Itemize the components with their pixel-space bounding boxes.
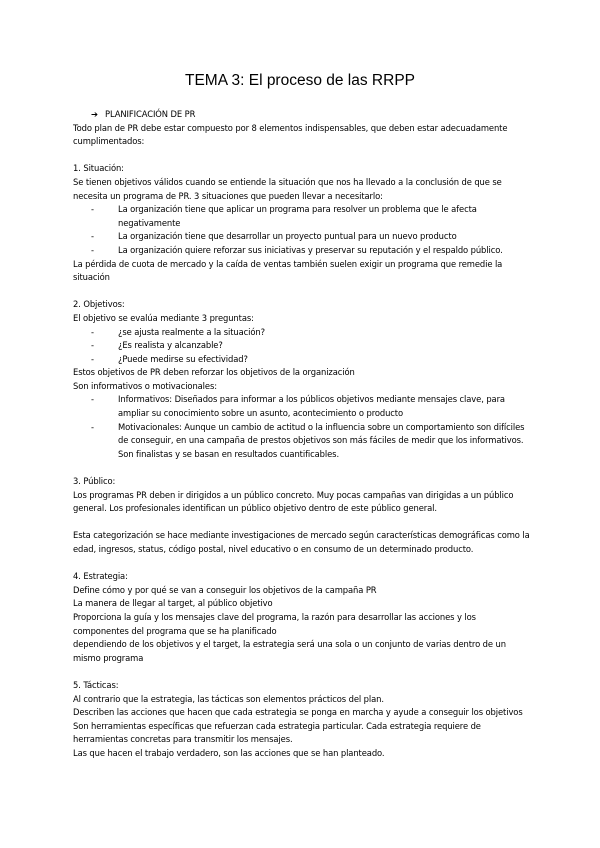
situacion-list: [73, 203, 533, 257]
dash-bullet: -: [91, 231, 94, 242]
estrategia-line: Proporciona la guía y los mensajes clave del programa, la razón para desarrollar las acciones y los componentes del programa que se ha planificado: [73, 611, 476, 636]
list-item: - La organización tiene que aplicar un programa para resolver un problema que le afecta negativamente: [73, 203, 533, 230]
estrategia-line: Define cómo y por qué se van a conseguir los objetivos de la campaña PR: [73, 584, 377, 595]
planning-heading-line: [73, 108, 533, 122]
section-heading-situacion: 1. Situación:: [73, 163, 124, 174]
dash-bullet: -: [91, 353, 94, 364]
tacticas-line: Describen las acciones que hacen que cada estrategia se ponga en marcha y ayude a conseguir los objetivos: [73, 707, 523, 718]
dash-bullet: -: [91, 394, 94, 405]
dash-bullet: -: [91, 326, 94, 337]
objetivos-after-1: Estos objetivos de PR deben reforzar los objetivos de la organización: [73, 367, 355, 378]
intro-paragraph: Todo plan de PR debe estar compuesto por 8 elementos indispensables, que deben estar adecuadamente cumplimentados:: [73, 122, 508, 147]
list-item: - ¿se ajusta realmente a la situación?: [73, 326, 533, 340]
section-heading-tacticas: 5. Tácticas:: [73, 679, 119, 690]
publico-text-1: Los programas PR deben ir dirigidos a un público concreto. Muy pocas campañas van dirigidas a un público general. Los profesionales identifican un público objetivo dentro de este público general.: [73, 489, 514, 514]
list-item: - Motivacionales: Aunque un cambio de actitud o la influencia sobre un comportamiento son difíciles de conseguir, en una campaña de prestos objetivos son más fáciles de medir que los informativos. Son finalistas y se basan en resultados cuantificables.: [73, 421, 533, 462]
estrategia-line: dependiendo de los objetivos y el target, la estrategia será una sola o un conjunto de varias dentro de un mismo programa: [73, 639, 506, 663]
dash-bullet: -: [91, 340, 94, 351]
list-item: - ¿Puede medirse su efectividad?: [73, 353, 533, 367]
list-item: - ¿Es realista y alcanzable?: [73, 339, 533, 353]
objetivos-after-2: Son informativos o motivacionales:: [73, 380, 217, 391]
dash-bullet: -: [91, 421, 94, 432]
section-heading-publico: 3. Público:: [73, 476, 116, 487]
objetivos-text: El objetivo se evalúa mediante 3 preguntas:: [73, 312, 254, 323]
tacticas-line: Al contrario que la estrategia, las tácticas son elementos prácticos del plan.: [73, 693, 384, 704]
tacticas-line: Son herramientas específicas que refuerzan cada estrategia particular. Cada estrategia requiere de herramientas concretas para transmitir los mensajes.: [73, 720, 481, 745]
objetivos-questions: [73, 326, 533, 367]
dash-bullet: -: [91, 204, 94, 215]
situacion-text: Se tienen objetivos válidos cuando se entiende la situación que nos ha llevado a la conclusión de que se necesita un programa de PR. 3 situaciones que pueden llevar a necesitarlo:: [73, 176, 502, 201]
section-heading-objetivos: 2. Objetivos:: [73, 299, 125, 310]
document-body: [73, 108, 533, 761]
page-title: TEMA 3: El proceso de las RRPP: [184, 72, 415, 89]
list-item: - La organización tiene que desarrollar un proyecto puntual para un nuevo producto: [73, 230, 533, 244]
planning-heading: PLANIFICACIÓN DE PR: [105, 109, 196, 119]
estrategia-line: La manera de llegar al target, al público objetivo: [73, 598, 273, 609]
objetivos-types: [73, 393, 533, 461]
section-heading-estrategia: 4. Estrategia:: [73, 571, 128, 582]
publico-text-2: Esta categorización se hace mediante investigaciones de mercado según características demográficas como la edad, ingresos, status, código postal, nivel educativo o en consumo de un determinado producto.: [73, 530, 530, 554]
dash-bullet: -: [91, 244, 94, 255]
situacion-after: La pérdida de cuota de mercado y la caída de ventas también suelen exigir un programa que remedie la situación: [73, 258, 503, 283]
arrow-right-icon: ➔: [91, 109, 98, 119]
tacticas-line: Las que hacen el trabajo verdadero, son las acciones que se han planteado.: [73, 747, 385, 758]
list-item: - La organización quiere reforzar sus iniciativas y preservar su reputación y el respaldo público.: [73, 244, 533, 258]
list-item: - Informativos: Diseñados para informar a los públicos objetivos mediante mensajes clave, para ampliar su conocimiento sobre un asunto, acontecimiento o producto: [73, 393, 533, 420]
